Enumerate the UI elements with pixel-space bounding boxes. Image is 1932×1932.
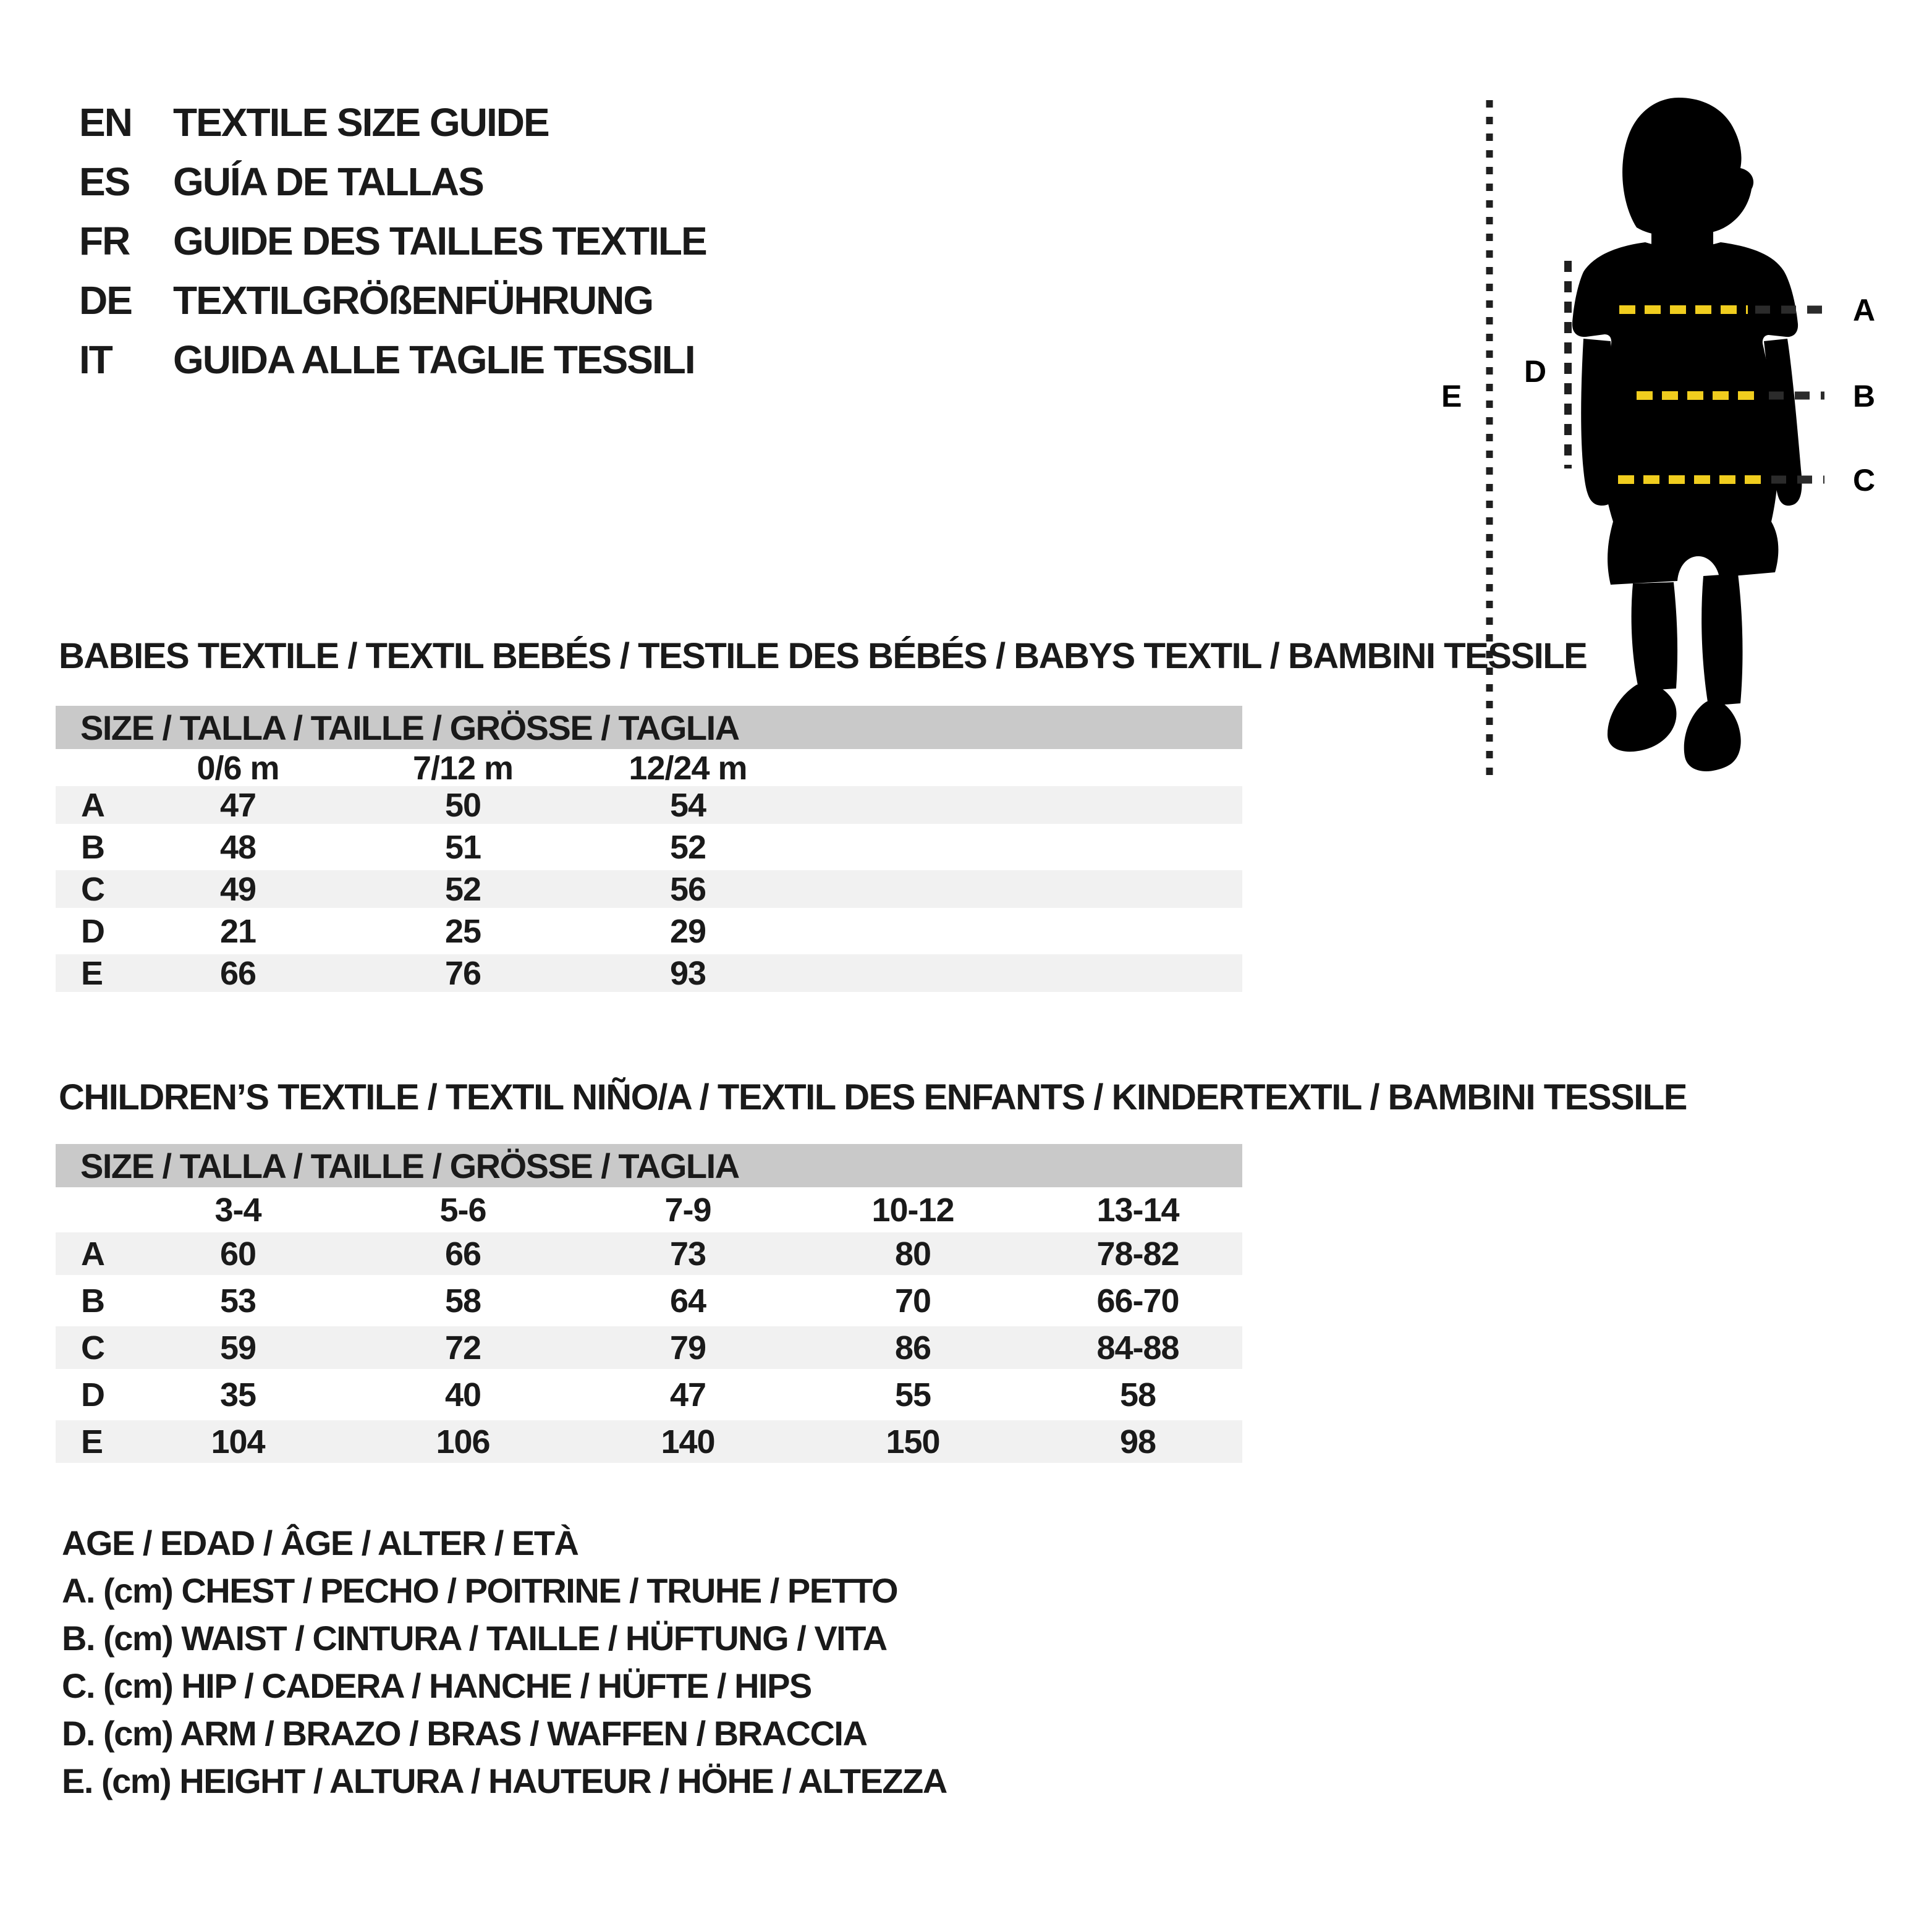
column-header: 13-14: [1096, 1191, 1179, 1229]
column-header: 7-9: [664, 1191, 711, 1229]
table-row: [56, 786, 1242, 824]
label-c: C: [1853, 463, 1876, 498]
table-row: [56, 828, 1242, 866]
children-size-header-bar: SIZE / TALLA / TAILLE / GRÖSSE / TAGLIA: [56, 1144, 1242, 1187]
table-row: [56, 954, 1242, 992]
table-cell: 98: [1119, 1423, 1156, 1460]
table-cell: 47: [669, 1376, 706, 1413]
table-row: [56, 870, 1242, 908]
lang-code: DE: [79, 278, 132, 323]
lang-row-it: [79, 330, 706, 389]
table-cell: 78-82: [1096, 1235, 1179, 1273]
measurement-legend: [62, 1519, 947, 1805]
table-cell: 29: [669, 913, 706, 950]
table-cell: 54: [669, 787, 706, 824]
column-header: 5-6: [439, 1191, 486, 1229]
lang-code: EN: [79, 100, 132, 145]
measurement-diagram: [1409, 80, 1904, 797]
table-cell: 104: [211, 1423, 265, 1460]
legend-line-age: AGE / EDAD / ÂGE / ALTER / ETÀ: [62, 1523, 578, 1562]
table-cell: 25: [444, 913, 481, 950]
table-cell: 66: [219, 955, 256, 992]
row-label: A: [81, 1235, 104, 1273]
legend-line-waist: B. (cm) WAIST / CINTURA / TAILLE / HÜFTUNG / VITA: [62, 1619, 887, 1658]
column-header: 0/6 m: [197, 750, 279, 787]
row-label: E: [81, 1423, 103, 1460]
lang-title: TEXTILGRÖßENFÜHRUNG: [173, 278, 653, 323]
lang-title: TEXTILE SIZE GUIDE: [173, 100, 549, 145]
column-header: 7/12 m: [412, 750, 514, 787]
table-cell: 86: [894, 1329, 931, 1366]
label-a: A: [1853, 293, 1876, 328]
table-cell: 76: [444, 955, 481, 992]
column-header: 3-4: [214, 1191, 261, 1229]
babies-table: [56, 706, 1242, 996]
child-silhouette: [1572, 98, 1802, 771]
table-cell: 66: [444, 1235, 481, 1273]
table-cell: 35: [219, 1376, 256, 1413]
table-cell: 52: [669, 829, 706, 866]
table-cell: 58: [1119, 1376, 1156, 1413]
table-row: [56, 912, 1242, 950]
lang-row-en: [79, 93, 706, 152]
table-cell: 55: [894, 1376, 931, 1413]
table-row: [56, 1326, 1242, 1369]
table-cell: 59: [219, 1329, 256, 1366]
legend-line-hip: C. (cm) HIP / CADERA / HANCHE / HÜFTE / HIPS: [62, 1666, 811, 1705]
children-section-title: CHILDREN’S TEXTILE / TEXTIL NIÑO/A / TEXTIL DES ENFANTS / KINDERTEXTIL / BAMBINI TESSILE: [59, 1077, 1687, 1117]
row-label: D: [81, 1376, 104, 1413]
table-cell: 93: [669, 955, 706, 992]
table-cell: 84-88: [1096, 1329, 1179, 1366]
label-e: E: [1441, 379, 1462, 413]
table-cell: 21: [219, 913, 256, 950]
table-row: [56, 1373, 1242, 1416]
row-label: A: [81, 787, 104, 824]
children-table: [56, 1144, 1242, 1467]
column-header: 10-12: [871, 1191, 954, 1229]
lang-code: IT: [79, 337, 112, 382]
table-cell: 51: [444, 829, 481, 866]
table-cell: 64: [669, 1282, 706, 1320]
table-cell: 53: [219, 1282, 256, 1320]
table-cell: 58: [444, 1282, 481, 1320]
table-row: [56, 1279, 1242, 1322]
row-label: B: [81, 1282, 104, 1320]
table-cell: 140: [661, 1423, 715, 1460]
table-cell: 73: [669, 1235, 706, 1273]
babies-section-title: BABIES TEXTILE / TEXTIL BEBÉS / TESTILE DES BÉBÉS / BABYS TEXTIL / BAMBINI TESSILE: [59, 636, 1587, 676]
table-row: [56, 1232, 1242, 1275]
table-cell: 48: [219, 829, 256, 866]
table-cell: 60: [219, 1235, 256, 1273]
babies-size-header-bar: SIZE / TALLA / TAILLE / GRÖSSE / TAGLIA: [56, 706, 1242, 749]
table-cell: 66-70: [1096, 1282, 1179, 1320]
legend-line-arm: D. (cm) ARM / BRAZO / BRAS / WAFFEN / BRACCIA: [62, 1714, 867, 1753]
lang-code: ES: [79, 159, 130, 204]
legend-line-chest: A. (cm) CHEST / PECHO / POITRINE / TRUHE / PETTO: [62, 1571, 898, 1610]
row-label: C: [81, 1329, 104, 1366]
table-cell: 106: [436, 1423, 490, 1460]
table-cell: 47: [219, 787, 256, 824]
table-cell: 150: [886, 1423, 940, 1460]
table-cell: 49: [219, 871, 256, 908]
table-cell: 50: [444, 787, 481, 824]
table-cell: 56: [669, 871, 706, 908]
babies-column-headers: [56, 749, 1242, 786]
legend-line-height: E. (cm) HEIGHT / ALTURA / HAUTEUR / HÖHE / ALTEZZA: [62, 1761, 947, 1800]
row-label: B: [81, 829, 104, 866]
table-cell: 40: [444, 1376, 481, 1413]
lang-row-de: [79, 271, 706, 330]
table-cell: 79: [669, 1329, 706, 1366]
row-label: C: [81, 871, 104, 908]
label-d: D: [1524, 354, 1547, 389]
table-cell: 70: [894, 1282, 931, 1320]
lang-title: GUÍA DE TALLAS: [173, 159, 483, 204]
row-label: E: [81, 955, 103, 992]
column-header: 12/24 m: [629, 750, 747, 787]
table-cell: 80: [894, 1235, 931, 1273]
children-column-headers: [56, 1187, 1242, 1232]
table-row: [56, 1420, 1242, 1463]
row-label: D: [81, 913, 104, 950]
lang-title: GUIDE DES TAILLES TEXTILE: [173, 219, 706, 263]
lang-row-fr: [79, 211, 706, 271]
table-cell: 52: [444, 871, 481, 908]
label-b: B: [1853, 379, 1876, 413]
lang-row-es: [79, 152, 706, 211]
lang-title: GUIDA ALLE TAGLIE TESSILI: [173, 337, 695, 382]
language-header: [79, 93, 706, 389]
table-cell: 72: [444, 1329, 481, 1366]
lang-code: FR: [79, 219, 130, 263]
